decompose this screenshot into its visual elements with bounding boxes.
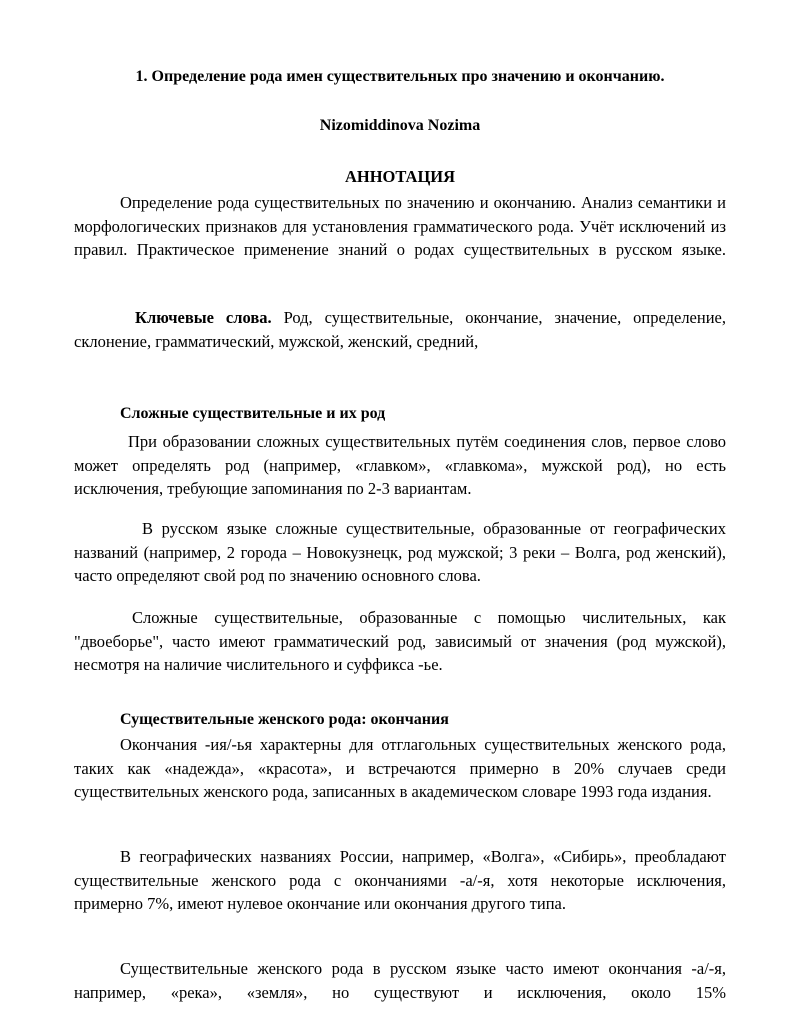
section1-paragraph-2: В русском языке сложные существительные, образованные от географических названий (например, 2 города – Новокузнецк, род мужской; 3 реки – Волга, род женский), часто определяют свой род по значению основного слова. — [74, 519, 726, 585]
section-heading-feminine: Существительные женского рода: окончания — [120, 711, 449, 728]
section1-paragraph-1: При образовании сложных существительных путём соединения слов, первое слово может определять род (например, «главком», «главкома», мужской род), но есть исключения, требующие запоминания по 2-3 вариантам. — [74, 432, 726, 498]
author-name: Nizomiddinova Nozima — [319, 117, 481, 134]
annotation-heading: АННОТАЦИЯ — [344, 167, 456, 186]
section2-paragraph-2: В географических названиях России, например, «Волга», «Сибирь», преобладают существительные женского рода с окончаниями -а/-я, хотя некоторые исключения, примерно 7%, имеют нулевое окончание или окончания другого типа. — [74, 847, 726, 913]
section-heading-compound: Сложные существительные и их род — [120, 405, 386, 422]
document-title: 1. Определение рода имен существительных про значению и окончанию. — [135, 68, 665, 85]
keywords-text: Род, существительные, окончание, значение, определение, склонение, грамматический, мужской, женский, средний, — [74, 308, 726, 351]
section1-paragraph-3: Сложные существительные, образованные с помощью числительных, как "двоеборье", часто имеют грамматический род, зависимый от значения (род мужской), несмотря на наличие числительного и суффикса -ье. — [74, 608, 726, 674]
annotation-paragraph: Определение рода существительных по значению и окончанию. Анализ семантики и морфологических признаков для установления грамматического рода. Учёт исключений из правил. Практическое применение знаний о родах существительных в русском языке. — [74, 193, 726, 259]
keywords-label: Ключевые слова. — [135, 308, 272, 327]
section2-paragraph-1: Окончания -ия/-ья характерны для отглагольных существительных женского рода, таких как «надежда», «красота», и встречаются примерно в 20% случаев среди существительных женского рода, записанных в академическом словаре 1993 года издания. — [74, 735, 726, 801]
keywords-paragraph — [74, 306, 726, 353]
section2-paragraph-3: Существительные женского рода в русском языке часто имеют окончания -а/-я, например, «река», «земля», но существуют и исключения, около 15% — [74, 959, 726, 1002]
